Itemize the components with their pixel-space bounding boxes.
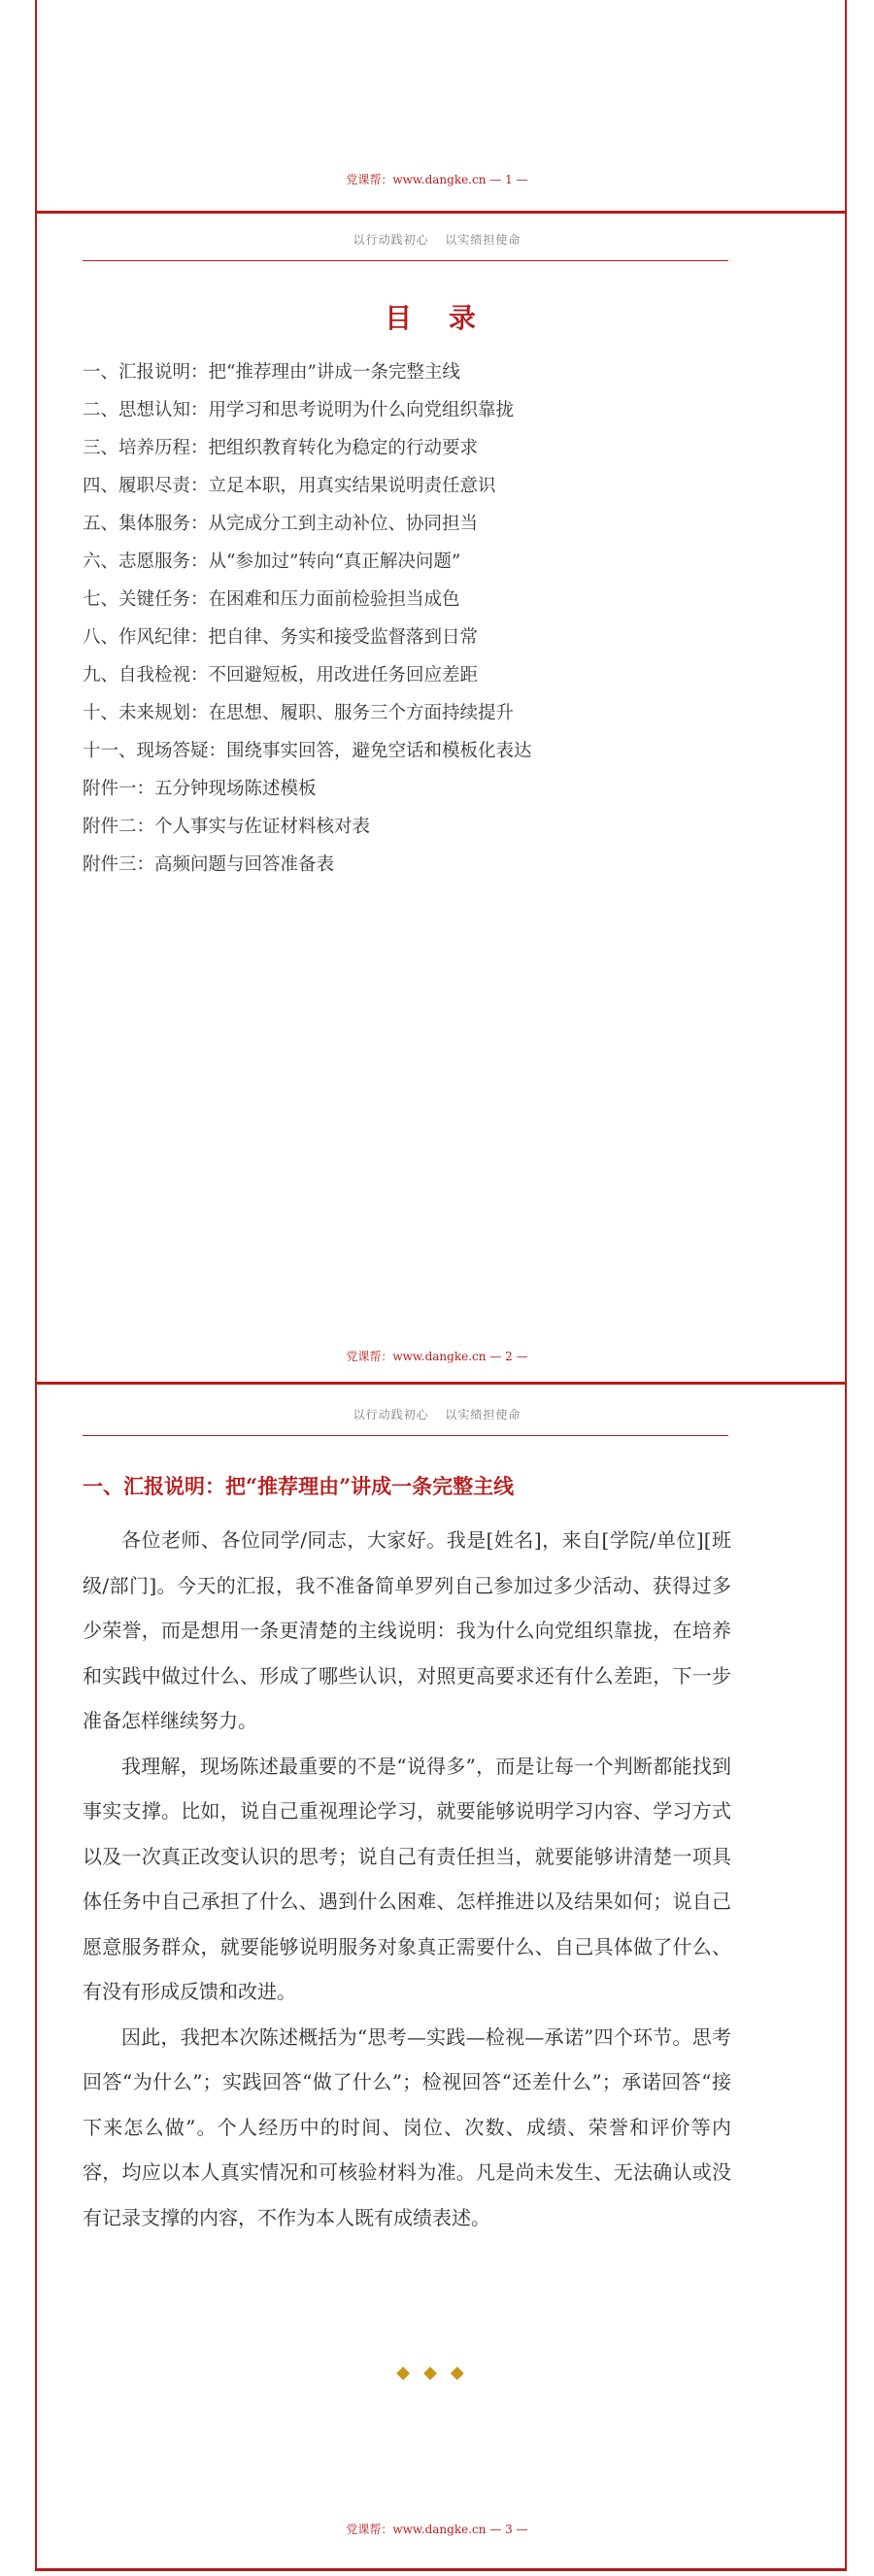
footer-suffix: — [516, 173, 528, 186]
toc-item: 五、集体服务：从完成分工到主动补位、协同担当 [83, 514, 479, 534]
toc-item: 附件三：高频问题与回答准备表 [83, 854, 335, 875]
header-rule [83, 260, 728, 261]
toc-item: 三、培养历程：把组织教育转化为稳定的行动要求 [83, 438, 479, 458]
header-slogan: 以实绩担使命 [445, 233, 521, 247]
page-header [0, 231, 874, 248]
toc-list [83, 353, 532, 884]
toc-item: 六、志愿服务：从“参加过”转向“真正解决问题” [83, 552, 461, 572]
page-footer [0, 171, 874, 187]
paragraph: 我理解，现场陈述最重要的不是“说得多”，而是让每一个判断都能找到事实支撑。比如，说自己重视理论学习，就要能够说明学习内容、学习方式以及一次真正改变认识的思考；说自己有责任担当，就要能够讲清楚一项具体任务中自己承担了什么、遇到什么困难、怎样推进以及结果如何；说自己愿意服务群众，就要能够说明服务对象真正需要什么、自己具体做了什么、有没有形成反馈和改进。 [83, 1754, 731, 2003]
page-header [0, 1406, 874, 1422]
footer-prefix: 党课帮：www.dangke.cn — [346, 173, 502, 186]
page-footer [0, 2521, 874, 2537]
toc-item: 十、未来规划：在思想、履职、服务三个方面持续提升 [83, 703, 515, 723]
toc-item: 一、汇报说明：把“推荐理由”讲成一条完整主线 [83, 362, 460, 383]
footer-suffix: — [516, 2523, 528, 2536]
page-bottom-border [35, 2568, 847, 2571]
footer-prefix: 党课帮：www.dangke.cn — [346, 2523, 502, 2536]
toc-item: 二、思想认知：用学习和思考说明为什么向党组织靠拢 [83, 400, 515, 420]
toc-item: 附件一：五分钟现场陈述模板 [83, 779, 317, 799]
page-number: 1 [505, 173, 513, 186]
toc-item: 四、履职尽责：立足本职，用真实结果说明责任意识 [83, 476, 496, 496]
section-title: 一、汇报说明：把“推荐理由”讲成一条完整主线 [83, 1474, 515, 1498]
header-slogan: 以实绩担使命 [445, 1408, 521, 1422]
toc-title: 目 录 [385, 302, 489, 334]
header-slogan: 以行动践初心 [353, 1408, 429, 1422]
section-body [83, 1518, 731, 2240]
footer-suffix: — [516, 1350, 528, 1363]
diamond-ornament: ◆◆◆ [396, 2362, 478, 2383]
header-slogan: 以行动践初心 [353, 233, 429, 247]
toc-item: 附件二：个人事实与佐证材料核对表 [83, 817, 371, 837]
page-number: 2 [505, 1350, 513, 1363]
paragraph: 因此，我把本次陈述概括为“思考—实践—检视—承诺”四个环节。思考回答“为什么”；实践回答“做了什么”；检视回答“还差什么”；承诺回答“接下来怎么做”。个人经历中的时间、岗位、次数、成绩、荣誉和评价等内容，均应以本人真实情况和可核验材料为准。凡是尚未发生、无法确认或没有记录支撑的内容，不作为本人既有成绩表述。 [83, 2024, 731, 2229]
header-rule [83, 1435, 728, 1436]
toc-item: 九、自我检视：不回避短板，用改进任务回应差距 [83, 665, 479, 686]
page-footer [0, 1348, 874, 1364]
paragraph: 各位老师、各位同学/同志，大家好。我是[姓名]，来自[学院/单位][班级/部门]。今天的汇报，我不准备简单罗列自己参加过多少活动、获得过多少荣誉，而是想用一条更清楚的主线说明：我为什么向党组织靠拢，在培养和实践中做过什么、形成了哪些认识，对照更高要求还有什么差距，下一步准备怎样继续努力。 [83, 1528, 731, 1732]
toc-item: 十一、现场答疑：围绕事实回答，避免空话和模板化表达 [83, 741, 532, 761]
toc-item: 八、作风纪律：把自律、务实和接受监督落到日常 [83, 627, 479, 648]
toc-item: 七、关键任务：在困难和压力面前检验担当成色 [83, 589, 460, 610]
footer-prefix: 党课帮：www.dangke.cn — [346, 1350, 502, 1363]
page-number: 3 [505, 2523, 513, 2536]
